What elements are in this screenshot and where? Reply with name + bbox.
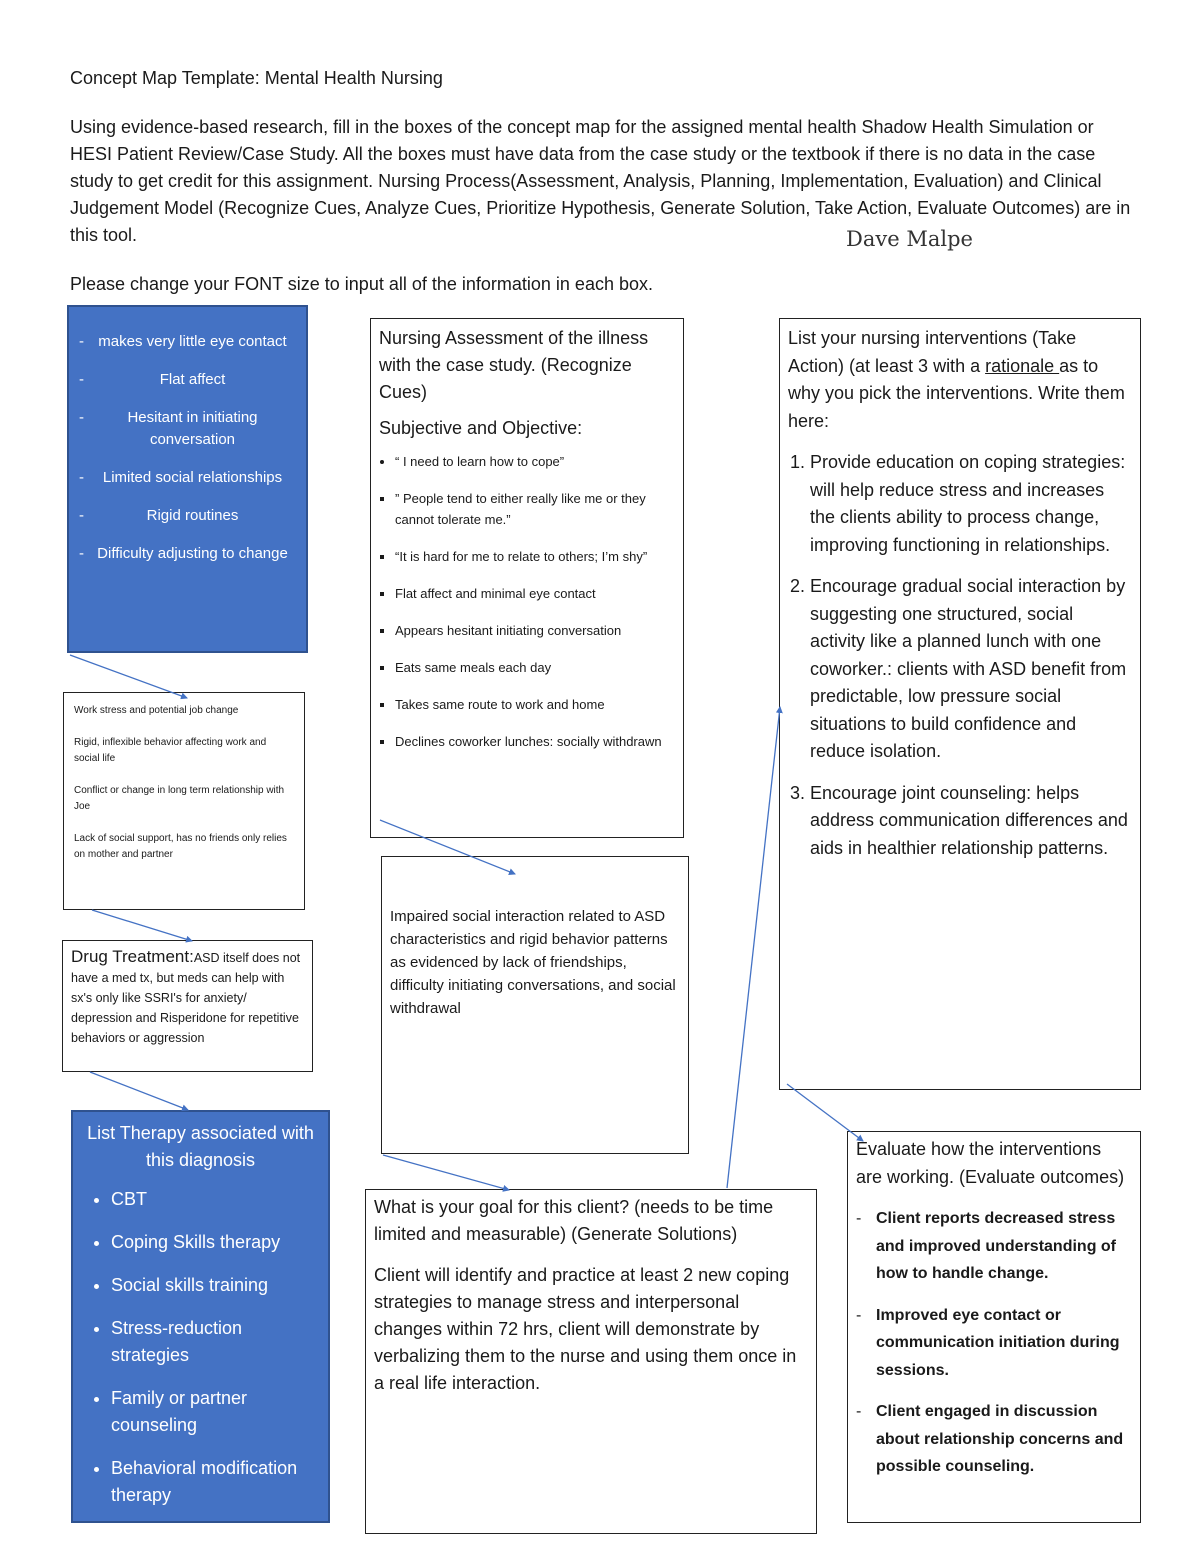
- list-item: 3. Encourage joint counseling: helps address communication differences and aids in healthier relationship patterns.: [810, 780, 1132, 863]
- instructions-paragraph: Using evidence-based research, fill in the boxes of the concept map for the assigned mental health Shadow Health Simulation or HESI Patient Review/Case Study. All the boxes must have data from the case study or the textbook if there is no data in the case study to get credit for this assignment. Nursing Process(Assessment, Analysis, Planning, Implementation, Evaluation) and Clinical Judgement Model (Recognize Cues, Analyze Cues, Prioritize Hypothesis, Generate Solution, Take Action, Evaluate Outcomes) are in this tool.: [70, 117, 1131, 245]
- goal-title: What is your goal for this client? (needs to be time limited and measurable) (Generate Solutions): [374, 1197, 774, 1244]
- list-item: ▪ Declines coworker lunches: socially withdrawn: [395, 731, 675, 752]
- assessment-subtitle: Subjective and Objective:: [379, 418, 583, 438]
- dash-bullet: -: [79, 371, 84, 388]
- arrow-drug-to-therapy: [90, 1072, 188, 1110]
- dash-bullet: -: [856, 1306, 862, 1324]
- arrow-interventions-to-evaluation: [787, 1084, 863, 1141]
- list-item: ▪ Takes same route to work and home: [395, 694, 675, 715]
- dash-bullet: -: [79, 545, 84, 562]
- drug-treatment-text: ASD itself does not have a med tx, but meds can help with sx's only like SSRI's for anxiety/ depression and Risperidone for repetitive behaviors or aggression: [71, 951, 301, 1045]
- list-item: ▪ ” People tend to either really like me or they cannot tolerate me.”: [395, 488, 675, 530]
- feature-text: Flat affect: [159, 371, 226, 388]
- list-item: 1. Provide education on coping strategies: will help reduce stress and increases the clients ability to process change, improving functioning in relationships.: [810, 449, 1132, 559]
- interventions-title-text: List your nursing interventions (Take Action) (at least 3 with a: [788, 328, 1077, 376]
- feature-text: Difficulty adjusting to change: [97, 545, 288, 562]
- evaluation-title: Evaluate how the interventions are working. (Evaluate outcomes): [856, 1139, 1125, 1187]
- therapy-title: List Therapy associated with this diagnosis: [87, 1123, 314, 1170]
- arrow-stressors-to-drug: [92, 910, 192, 941]
- dash-bullet: -: [856, 1210, 862, 1227]
- list-item: ▪ “It is hard for me to relate to others; I’m shy”: [395, 546, 675, 567]
- dash-bullet: -: [856, 1403, 862, 1420]
- dash-bullet: -: [79, 507, 84, 524]
- list-item: • CBT: [111, 1186, 318, 1213]
- evaluation-text: Improved eye contact or communication initiation during sessions.: [876, 1306, 1120, 1379]
- list-item: ▪ Eats same meals each day: [395, 657, 675, 678]
- student-signature: Dave Malpe: [846, 227, 973, 251]
- list-item: ▪ Appears hesitant initiating conversation: [395, 620, 675, 641]
- page-title: Concept Map Template: Mental Health Nursing: [70, 68, 443, 88]
- stressor-item: Conflict or change in long term relationship with Joe: [74, 785, 285, 812]
- list-item: • Coping Skills therapy: [111, 1229, 318, 1256]
- list-item: • Stress-reduction strategies: [111, 1315, 318, 1369]
- goal-text: Client will identify and practice at least 2 new coping strategies to manage stress and interpersonal changes within 72 hrs, client will demonstrate by verbalizing them to the nurse and using them once in a real life interaction.: [374, 1265, 797, 1393]
- list-item: • “ I need to learn how to cope”: [395, 451, 675, 472]
- drug-treatment-label: Drug Treatment:: [71, 947, 194, 966]
- dash-bullet: -: [79, 333, 84, 350]
- feature-text: makes very little eye contact: [98, 333, 287, 350]
- stressor-item: Rigid, inflexible behavior affecting work and social life: [74, 737, 267, 764]
- evaluation-text: Client reports decreased stress and improved understanding of how to handle change.: [876, 1210, 1117, 1282]
- dash-bullet: -: [79, 409, 84, 426]
- arrow-diagnosis-to-goal: [383, 1155, 509, 1190]
- interventions-title-text: as to why you pick the interventions. Write them here:: [788, 355, 1125, 431]
- list-item: • Family or partner counseling: [111, 1385, 318, 1439]
- list-item: 2. Encourage gradual social interaction by suggesting one structured, social activity like a planned lunch with one coworker.: clients with ASD benefit from predictable, low pressure social situations to build confidence and reduce isolation.: [810, 573, 1132, 766]
- feature-text: Rigid routines: [146, 507, 239, 524]
- list-item: • Behavioral modification therapy: [111, 1455, 318, 1509]
- dash-bullet: -: [79, 469, 84, 486]
- arrow-features-to-stressors: [70, 655, 187, 698]
- list-item: • Social skills training: [111, 1272, 318, 1299]
- list-item: ▪ Flat affect and minimal eye contact: [395, 583, 675, 604]
- rationale-word: rationale: [985, 355, 1060, 376]
- assessment-title: Nursing Assessment of the illness with the case study. (Recognize Cues): [379, 328, 649, 402]
- stressor-item: Lack of social support, has no friends only relies on mother and partner: [74, 833, 287, 860]
- arrow-assessment-to-diagnosis: [380, 820, 515, 874]
- arrow-goal-to-interventions: [727, 707, 780, 1188]
- feature-text: Limited social relationships: [102, 469, 283, 486]
- evaluation-text: Client engaged in discussion about relationship concerns and possible counseling.: [876, 1403, 1124, 1475]
- diagnosis-text: Impaired social interaction related to ASD characteristics and rigid behavior patterns as evidenced by lack of friendships, difficulty initiating conversations, and social withdrawal: [390, 908, 676, 1017]
- stressor-item: Work stress and potential job change: [74, 705, 239, 716]
- feature-text: Hesitant in initiating conversation: [127, 409, 258, 448]
- font-size-note: Please change your FONT size to input all of the information in each box.: [70, 274, 653, 294]
